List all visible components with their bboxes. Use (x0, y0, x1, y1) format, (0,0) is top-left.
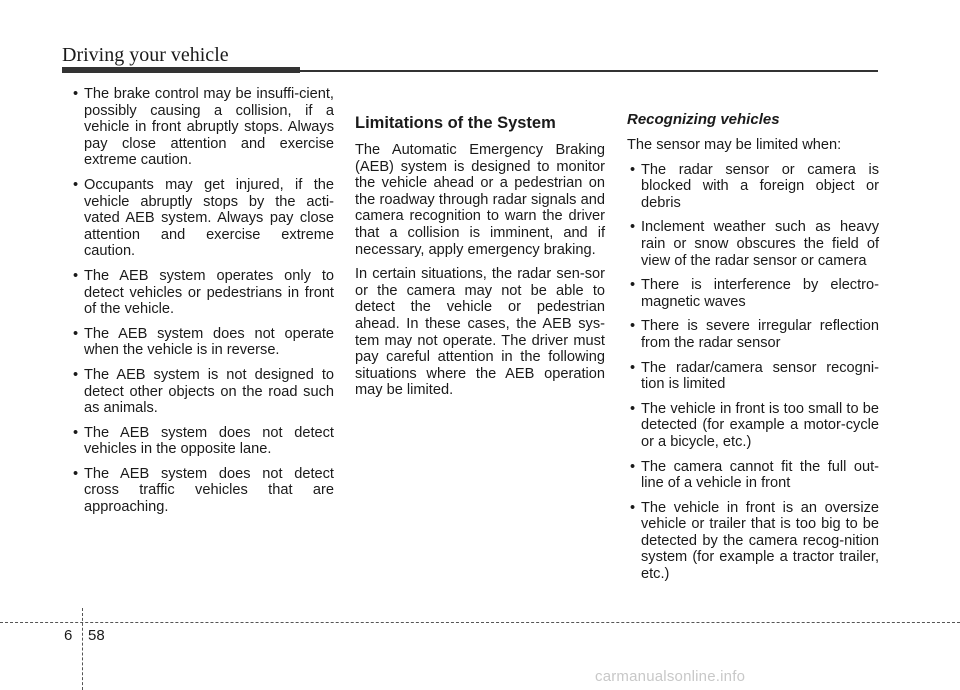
intro-text: The sensor may be limited when: (627, 137, 842, 153)
list-item: • The radar/camera sensor recogni-tion is limited (627, 360, 879, 393)
warning-bullet-list (70, 86, 334, 516)
page-header-title: Driving your vehicle (62, 44, 229, 66)
subsection-heading: Recognizing vehicles (627, 111, 780, 128)
footer-divider-vertical (82, 608, 83, 690)
list-item: • The brake control may be insuffi-cient, possibly causing a collision, if a vehicle in front abruptly stops. Always pay close attention and exercise extreme caution. (70, 86, 334, 169)
watermark-text: carmanualsonline.info (595, 668, 746, 685)
column-right (627, 86, 879, 591)
list-item: • The AEB system does not operate when the vehicle is in reverse. (70, 326, 334, 359)
header-rule-thick (62, 67, 300, 73)
paragraph: In certain situations, the radar sen-sor or the camera may not be able to detect the vehicle or pedestrian ahead. In these cases, the AEB sys-tem may not operate. The driver must pay careful attention in the following situations where the AEB operation may be limited. (355, 266, 605, 399)
list-item: • The camera cannot fit the full out-line of a vehicle in front (627, 459, 879, 492)
list-item: • The AEB system does not detect cross traffic vehicles that are approaching. (70, 466, 334, 516)
footer-divider-horizontal (0, 622, 960, 623)
list-item: • The AEB system is not designed to detect other objects on the road such as animals. (70, 367, 334, 417)
paragraph: The Automatic Emergency Braking (AEB) system is designed to monitor the vehicle ahead or a pedestrian on the roadway through radar signals and camera recognition to warn the driver that a collision is imminent, and if necessary, apply emergency braking. (355, 142, 605, 258)
list-item: • The radar sensor or camera is blocked with a foreign object or debris (627, 162, 879, 212)
list-item: • The AEB system does not detect vehicles in the opposite lane. (70, 425, 334, 458)
list-item: • Occupants may get injured, if the vehicle abruptly stops by the acti-vated AEB system. Always pay close attention and exercise extreme caution. (70, 177, 334, 260)
list-item: • The vehicle in front is an oversize vehicle or trailer that is too big to be detected by the camera recog-nition system (for example a tractor trailer, etc.) (627, 500, 879, 583)
section-heading: Limitations of the System (355, 114, 556, 132)
page-number: 58 (88, 627, 105, 644)
column-left (70, 86, 334, 524)
header-rule-thin (300, 70, 878, 72)
chapter-number: 6 (64, 627, 73, 644)
limitation-bullet-list (627, 162, 879, 583)
list-item: • The AEB system operates only to detect vehicles or pedestrians in front of the vehicle. (70, 268, 334, 318)
list-item: • There is interference by electro-magnetic waves (627, 277, 879, 310)
list-item: • There is severe irregular reflection from the radar sensor (627, 318, 879, 351)
list-item: • The vehicle in front is too small to be detected (for example a motor-cycle or a bicycle, etc.) (627, 401, 879, 451)
list-item: • Inclement weather such as heavy rain or snow obscures the field of view of the radar sensor or camera (627, 219, 879, 269)
column-middle (355, 86, 605, 407)
